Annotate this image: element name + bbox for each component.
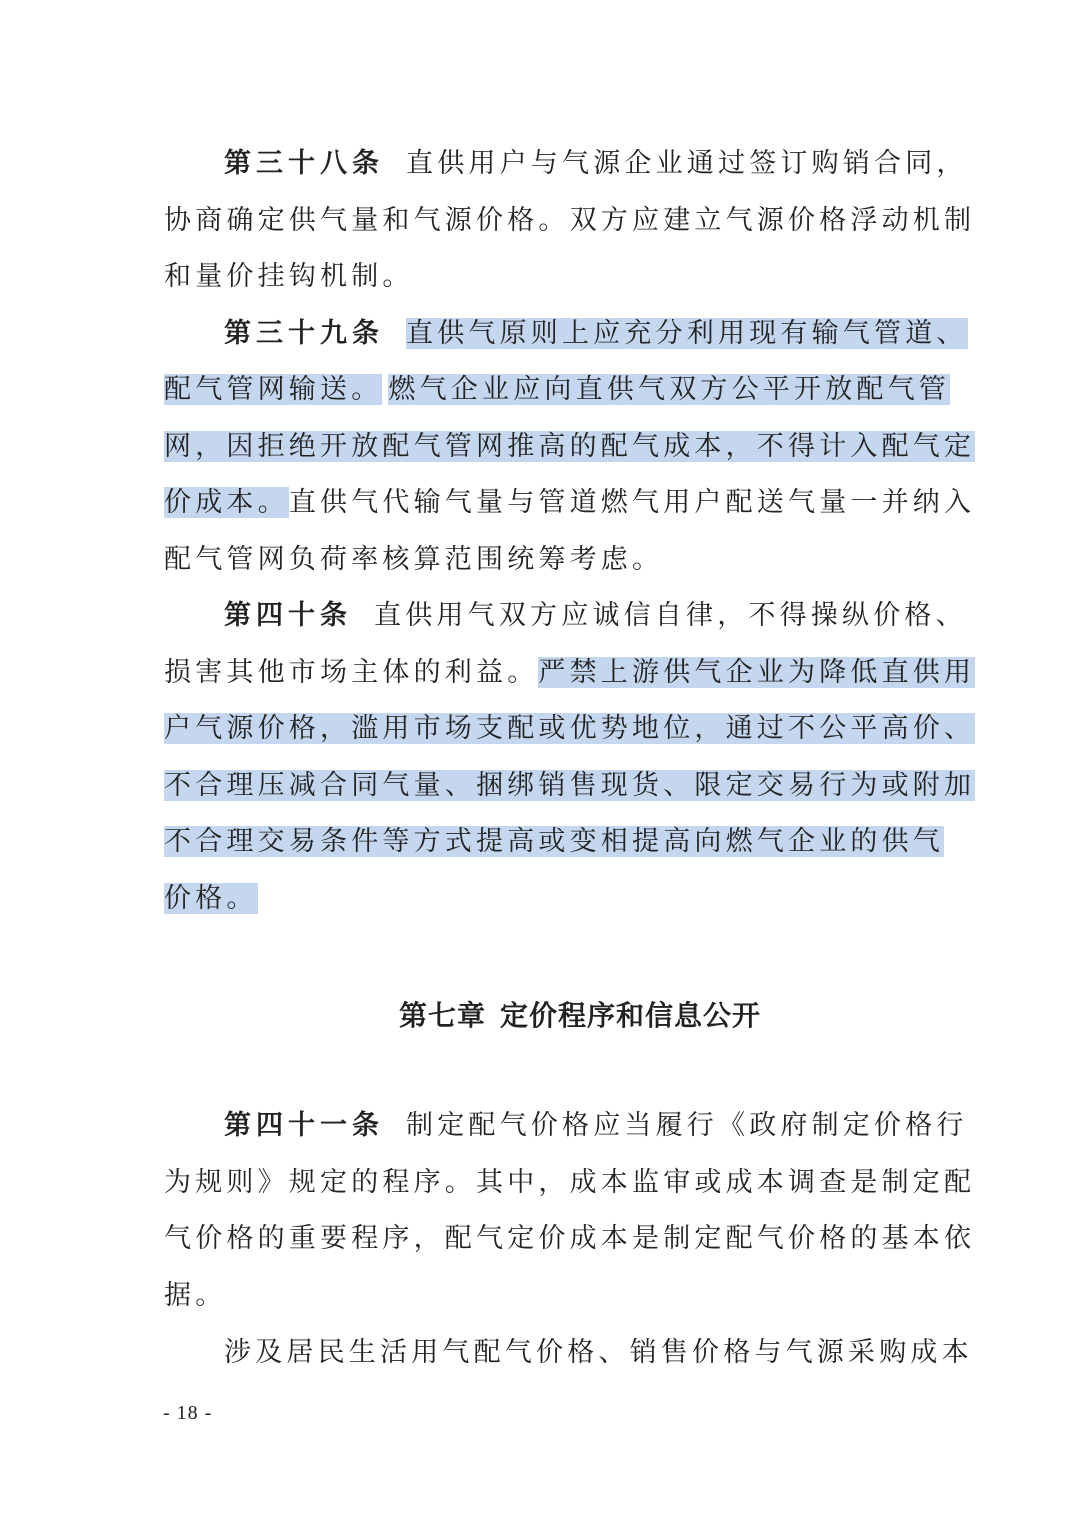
article-38-text: 直供用户与气源企业通过签订购销合同，	[406, 148, 968, 179]
article-38-line-2	[164, 193, 975, 249]
article-39-title: 第三十九条	[224, 318, 384, 349]
highlighted-text: 网，因拒绝开放配气管网推高的配气成本，不得计入配气定	[164, 431, 976, 462]
article-39-line-5	[164, 532, 663, 588]
highlighted-text: 价成本。	[164, 487, 289, 518]
article-40-line-3	[164, 701, 975, 757]
highlighted-text: 价格。	[164, 883, 258, 914]
text-span: 直供气代输气量与管道燃气用户配送气量一并纳入	[288, 487, 976, 518]
text-span: 损害其他市场主体的利益。	[164, 657, 539, 688]
article-39-line-4	[164, 475, 975, 531]
article-40-title: 第四十条	[224, 600, 352, 631]
article-39-line-1	[224, 306, 968, 362]
highlighted-text: 不合理交易条件等方式提高或变相提高向燃气企业的供气	[164, 826, 944, 857]
article-38-title: 第三十八条	[224, 148, 384, 179]
article-40-line-6	[164, 871, 258, 927]
paragraph-line-1	[224, 1325, 973, 1381]
text-span: 和量价挂钩机制。	[164, 261, 414, 292]
highlighted-text: 直供气原则上应充分利用现有输气管道、	[406, 318, 968, 349]
article-39-line-2	[164, 362, 950, 418]
text-span: 直供用气双方应诚信自律，不得操纵价格、	[374, 600, 967, 631]
article-41-line-1	[224, 1098, 968, 1154]
article-41-line-4	[164, 1268, 226, 1324]
text-span: 配气管网负荷率核算范围统筹考虑。	[164, 544, 664, 575]
text-span: 据。	[164, 1280, 227, 1311]
article-40-line-4	[164, 758, 975, 814]
article-41-title: 第四十一条	[224, 1110, 384, 1141]
article-40-line-5	[164, 814, 944, 870]
article-39-line-3	[164, 419, 975, 475]
text-span: 制定配气价格应当履行《政府制定价格行	[406, 1110, 968, 1141]
highlighted-text: 户气源价格，滥用市场支配或优势地位，通过不公平高价、	[164, 713, 976, 744]
article-38-line-3	[164, 249, 414, 305]
article-38-line-1	[224, 136, 968, 192]
highlighted-text: 配气管网输送。	[164, 374, 383, 405]
text-span: 为规则》规定的程序。其中，成本监审或成本调查是制定配	[164, 1167, 976, 1198]
highlighted-text: 不合理压减合同气量、捆绑销售现货、限定交易行为或附加	[164, 770, 976, 801]
chapter-title: 定价程序和信息公开	[500, 999, 762, 1032]
chapter-heading	[0, 988, 1080, 1044]
article-41-line-3	[164, 1211, 975, 1267]
chapter-number: 第七章	[398, 999, 486, 1032]
article-40-line-2	[164, 645, 975, 701]
text-span: 涉及居民生活用气配气价格、销售价格与气源采购成本	[224, 1337, 973, 1368]
highlighted-text: 燃气企业应向直供气双方公平开放配气管	[388, 374, 951, 405]
page-number: - 18 -	[163, 1402, 213, 1424]
text-span: 气价格的重要程序，配气定价成本是制定配气价格的基本依	[164, 1223, 976, 1254]
article-41-line-2	[164, 1155, 975, 1211]
article-40-line-1	[224, 588, 967, 644]
highlighted-text: 严禁上游供气企业为降低直供用	[538, 657, 976, 688]
text-span: 协商确定供气量和气源价格。双方应建立气源价格浮动机制	[164, 205, 976, 236]
